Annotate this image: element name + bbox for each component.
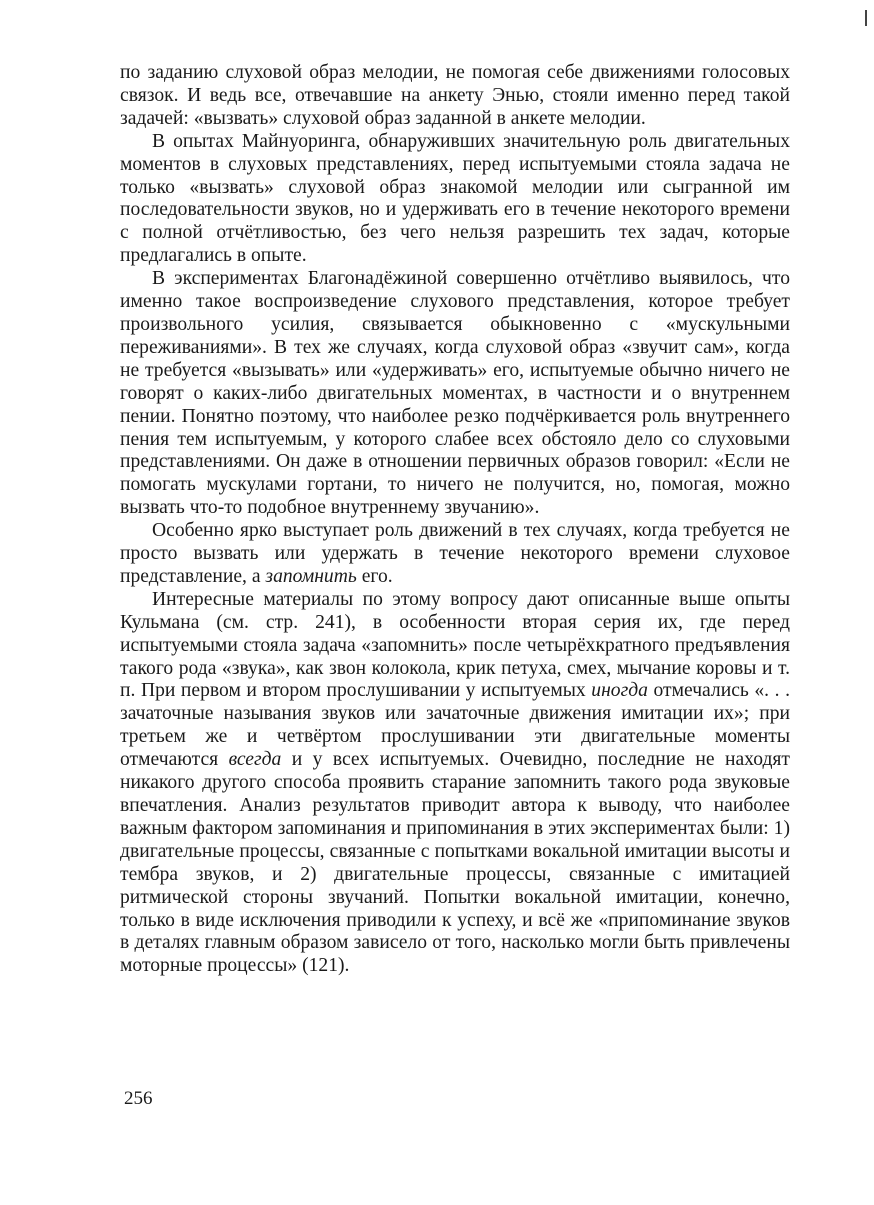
emphasis-inogda: иногда [591, 680, 648, 702]
page-body [120, 62, 790, 978]
margin-mark [865, 10, 867, 26]
paragraph-5-text-a: Интересные материалы по этому вопросу дают описанные выше опыты Кульмана (см. стр. 241), в особенности вторая серия их, где перед испытуемыми стояла задача «запомнить» после четырёхкратного предъявления такого рода «звука», как звон колокола, крик петуха, смех, мычание коровы и т. п. При первом и втором прослушивании у испытуемых [120, 588, 790, 702]
paragraph-2-text: В опытах Майнуоринга, обнаруживших значительную роль двигательных моментов в слуховых представлениях, перед испытуемыми стояла задача не только «вызвать» слуховой образ знакомой мелодии или сыгранной им последовательности звуков, но и удерживать его в течение некоторого времени с полной отчётливостью, без чего нельзя разрешить тех задач, которые предлагались в опыте. [120, 130, 790, 267]
paragraph-3 [120, 268, 790, 520]
paragraph-3-text: В экспериментах Благонадёжиной совершенно отчётливо выявилось, что именно такое воспроизведение слухового представления, которое требует произвольного усилия, связывается обыкновенно с «мускульными переживаниями». В тех же случаях, когда слуховой образ «звучит сам», когда не требуется «вызывать» или «удерживать» его, испытуемые обычно ничего не говорят о каких-либо двигательных моментах, в частности и о внутреннем пении. Понятно поэтому, что наиболее резко подчёркивается роль внутреннего пения тем испытуемым, у которого слабее всех обстояло дело со слуховыми представлениями. Он даже в отношении первичных образов говорил: «Если не помогать мускулами гортани, то ничего не получится, но, помогая, можно вызвать что-то подобное внутреннему звучанию». [120, 268, 790, 519]
paragraph-5 [120, 589, 790, 978]
paragraph-4 [120, 520, 790, 589]
paragraph-2 [120, 131, 790, 268]
paragraph-1 [120, 62, 790, 131]
paragraph-1-text: по заданию слуховой образ мелодии, не помогая себе движениями голосовых связок. И ведь все, отвечавшие на анкету Энью, стояли именно перед такой задачей: «вызвать» слуховой образ заданной в анкете мелодии. [120, 62, 790, 129]
paragraph-5-text-c: и у всех испытуемых. Очевидно, последние не находят никакого другого способа проявить старание запомнить такого рода звуковые впечатления. Анализ результатов приводит автора к выводу, что наиболее важным фактором запоминания и припоминания в этих экспериментах были: 1) двигательные процессы, связанные с попытками вокальной имитации высоты и тембра звуков, и 2) двигательные процессы, связанные с имитацией ритмической стороны звучаний. Попытки вокальной имитации, конечно, только в виде исключения приводили к успеху, и всё же «припоминание звуков в деталях главным образом зависело от того, насколько могли быть привлечены моторные процессы» (121). [120, 749, 790, 977]
paragraph-4-text-a: Особенно ярко выступает роль движений в тех случаях, когда требуется не просто вызвать или удержать в течение некоторого времени слуховое представление, а [120, 520, 790, 587]
page-number: 256 [124, 1088, 153, 1109]
paragraph-5-text-b: отмечались «. . . зачаточные называния звуков или зачаточные движения имитации их»; при третьем же и четвёртом прослушивании эти двигательные моменты отмечаются [120, 680, 790, 771]
emphasis-vsegda: всегда [228, 749, 282, 771]
paragraph-4-text-b: его. [356, 565, 393, 587]
emphasis-zapomnit: запомнить [265, 565, 357, 587]
